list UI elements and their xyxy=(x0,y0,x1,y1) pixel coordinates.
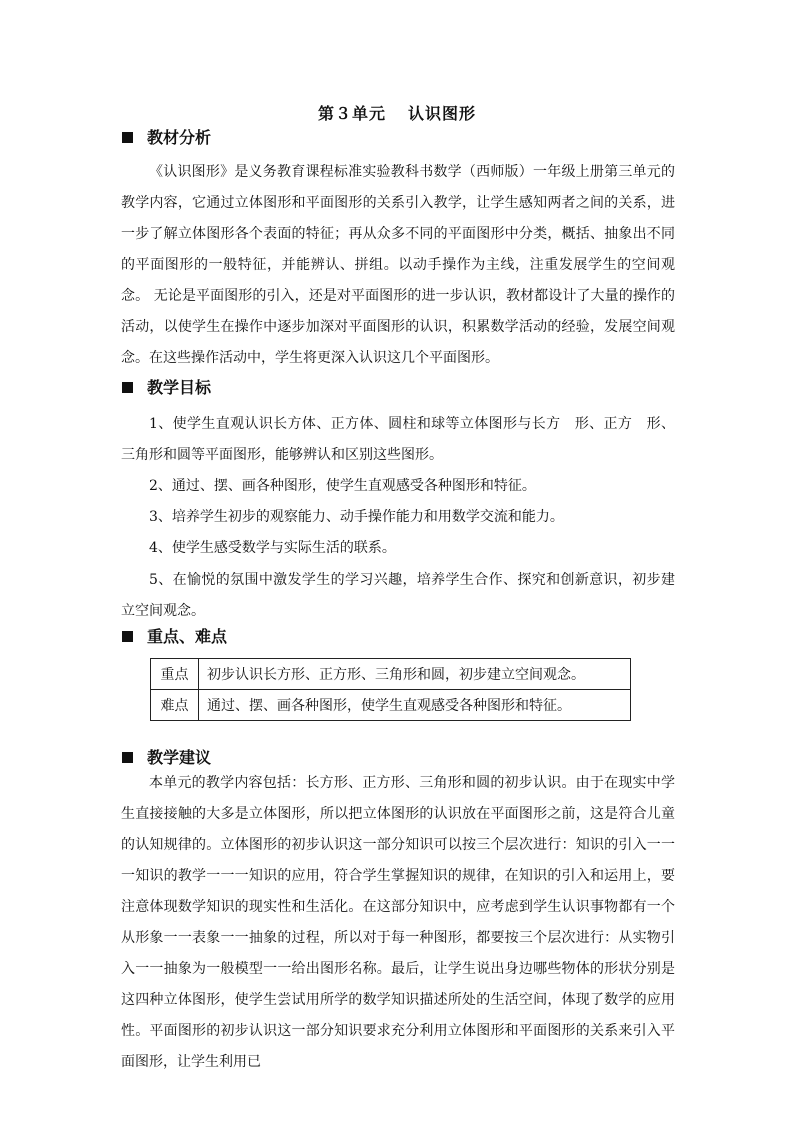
difficulty-text: 通过、摆、画各种图形，使学生直观感受各种图形和特征。 xyxy=(199,690,631,721)
section-heading-goals: 教学目标 xyxy=(122,376,211,400)
analysis-paragraph: 《认识图形》是义务教育课程标准实验教科书数学（西师版）一年级上册第三单元的教学内容，它通过立体图形和平面图形的关系引入教学，让学生感知两者之间的关系，进一步了解立体图形各个表面的特征；再从众多不同的平面图形中分类，概括、抽象出不同的平面图形的一般特征，并能辨认、拼组。以动手操作为主线，注重发展学生的空间观念。 无论是平面图形的引入，还是对平面图形的进一步认识，教材都设计了大量的操作的活动，以使学生在操作中逐步加深对平面图形的认识，积累数学活动的经验，发展空间观念。在这些操作活动中，学生将更深入认识这几个平面图形。 xyxy=(121,164,675,366)
goal-item-2: 2、通过、摆、画各种图形，使学生直观感受各种图形和特征。 xyxy=(149,478,536,494)
unit-name: 认识图形 xyxy=(408,104,477,123)
page-title xyxy=(0,101,794,124)
square-bullet-icon xyxy=(122,752,133,763)
suggestions-paragraph: 本单元的教学内容包括：长方形、正方形、三角形和圆的初步认识。由于在现实中学生直接接触的大多是立体图形，所以把立体图形的认识放在平面图形之前，这是符合儿童的认知规律的。立体图形的初步认识这一部分知识可以按三个层次进行：知识的引入一一一知识的教学一一一知识的应用，符合学生掌握知识的规律，在知识的引入和运用上，要注意体现数学知识的现实性和生活化。在这部分知识中，应考虑到学生认识事物都有一个从形象一一表象一一抽象的过程，所以对于每一种图形，都要按三个层次进行：从实物引入一一抽象为一般模型一一给出图形名称。最后，让学生说出身边哪些物体的形状分别是这四种立体图形，使学生尝试用所学的数学知识描述所处的生活空间，体现了数学的应用性。平面图形的初步认识这一部分知识要求充分利用立体图形和平面图形的关系来引入平面图形，让学生利用已 xyxy=(121,775,675,1070)
goal-item-3: 3、培养学生初步的观察能力、动手操作能力和用数学交流和能力。 xyxy=(149,509,564,525)
goal-item-1: 1、使学生直观认识长方体、正方体、圆柱和球等立体图形与长方 形、正方 形、三角形和圆等平面图形，能够辨认和区别这些图形。 xyxy=(121,416,675,463)
goal-item-4: 4、使学生感受数学与实际生活的联系。 xyxy=(149,540,396,556)
table-row xyxy=(151,690,631,721)
section-heading-keypoints: 重点、难点 xyxy=(122,625,227,649)
keypoints-table xyxy=(150,658,631,721)
keypoint-label: 重点 xyxy=(151,659,199,690)
keypoint-text: 初步认识长方形、正方形、三角形和圆，初步建立空间观念。 xyxy=(199,659,631,690)
goal-item-5: 5、在愉悦的氛围中激发学生的学习兴趣，培养学生合作、探究和创新意识，初步建立空间观念。 xyxy=(121,572,675,619)
section-heading-analysis: 教材分析 xyxy=(122,126,211,150)
unit-number: 第３单元 xyxy=(317,104,386,123)
square-bullet-icon xyxy=(122,382,133,393)
square-bullet-icon xyxy=(122,631,133,642)
difficulty-label: 难点 xyxy=(151,690,199,721)
table-row xyxy=(151,659,631,690)
square-bullet-icon xyxy=(122,132,133,143)
section-heading-suggestions: 教学建议 xyxy=(122,746,211,770)
